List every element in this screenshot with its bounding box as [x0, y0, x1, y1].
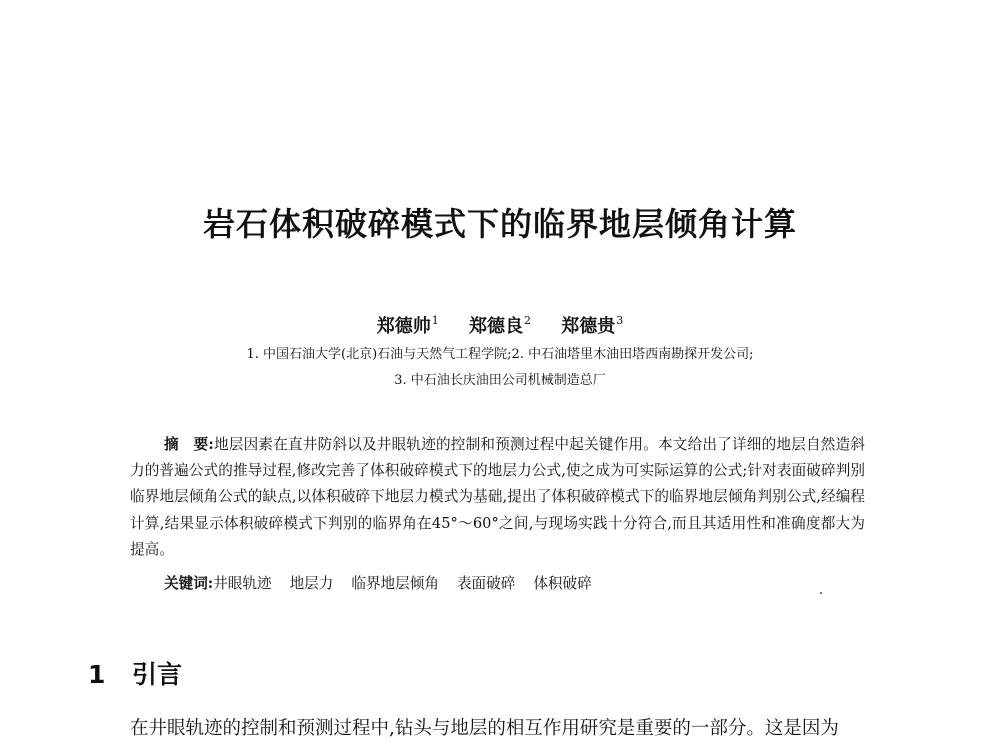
keyword: 体积破碎: [533, 575, 592, 592]
author-affiliation-mark: 2: [524, 314, 531, 327]
author-affiliation-mark: 3: [616, 314, 624, 327]
affiliation-line-2: 3. 中石油长庆油田公司机械制造总厂: [394, 373, 606, 388]
author-name: 郑德帅: [376, 316, 431, 337]
author-3: [561, 309, 623, 339]
abstract-text: 地层因素在直井防斜以及井眼轨迹的控制和预测过程中起关键作用。本文给出了详细的地层自然造斜力的普遍公式的推导过程,修改完善了体积破碎模式下的地层力公式,使之成为可实际运算的公式;针对表面破碎判别临界地层倾角公式的缺点,以体积破碎下地层力模式为基础,提出了体积破碎模式下的临界地层倾角判别公式,经编程计算,结果显示体积破碎模式下判别的临界角在45°～60°之间,与现场实践十分符合,而且其适用性和准确度都大为提高。: [130, 436, 865, 558]
author-name: 郑德贵: [561, 316, 616, 337]
keyword: 井眼轨迹: [213, 575, 272, 592]
author-list: [0, 309, 1000, 339]
affiliation-line-1: 1. 中国石油大学(北京)石油与天然气工程学院;2. 中石油塔里木油田塔西南勘探开发公司;: [246, 347, 754, 362]
keyword: 表面破碎: [456, 575, 516, 592]
author-name: 郑德良: [469, 316, 523, 337]
section-number: 1: [88, 660, 106, 689]
abstract-label: 摘 要:: [164, 436, 214, 453]
author-2: [469, 309, 531, 339]
abstract-paragraph: [130, 432, 865, 563]
author-1: [377, 309, 439, 339]
body-text: 在井眼轨迹的控制和预测过程中,钻头与地层的相互作用研究是重要的一部分。这是因为: [130, 718, 839, 739]
keywords: [164, 572, 610, 596]
abstract: [130, 432, 865, 563]
paper-title: 岩石体积破碎模式下的临界地层倾角计算: [202, 205, 797, 243]
section-title: 引言: [132, 660, 183, 689]
keyword: 临界地层倾角: [351, 575, 439, 592]
keywords-label: 关键词:: [164, 575, 214, 592]
section-heading: [88, 658, 182, 692]
keyword: 地层力: [289, 575, 334, 592]
author-affiliation-mark: 1: [431, 314, 439, 327]
scan-speck: [820, 592, 822, 594]
